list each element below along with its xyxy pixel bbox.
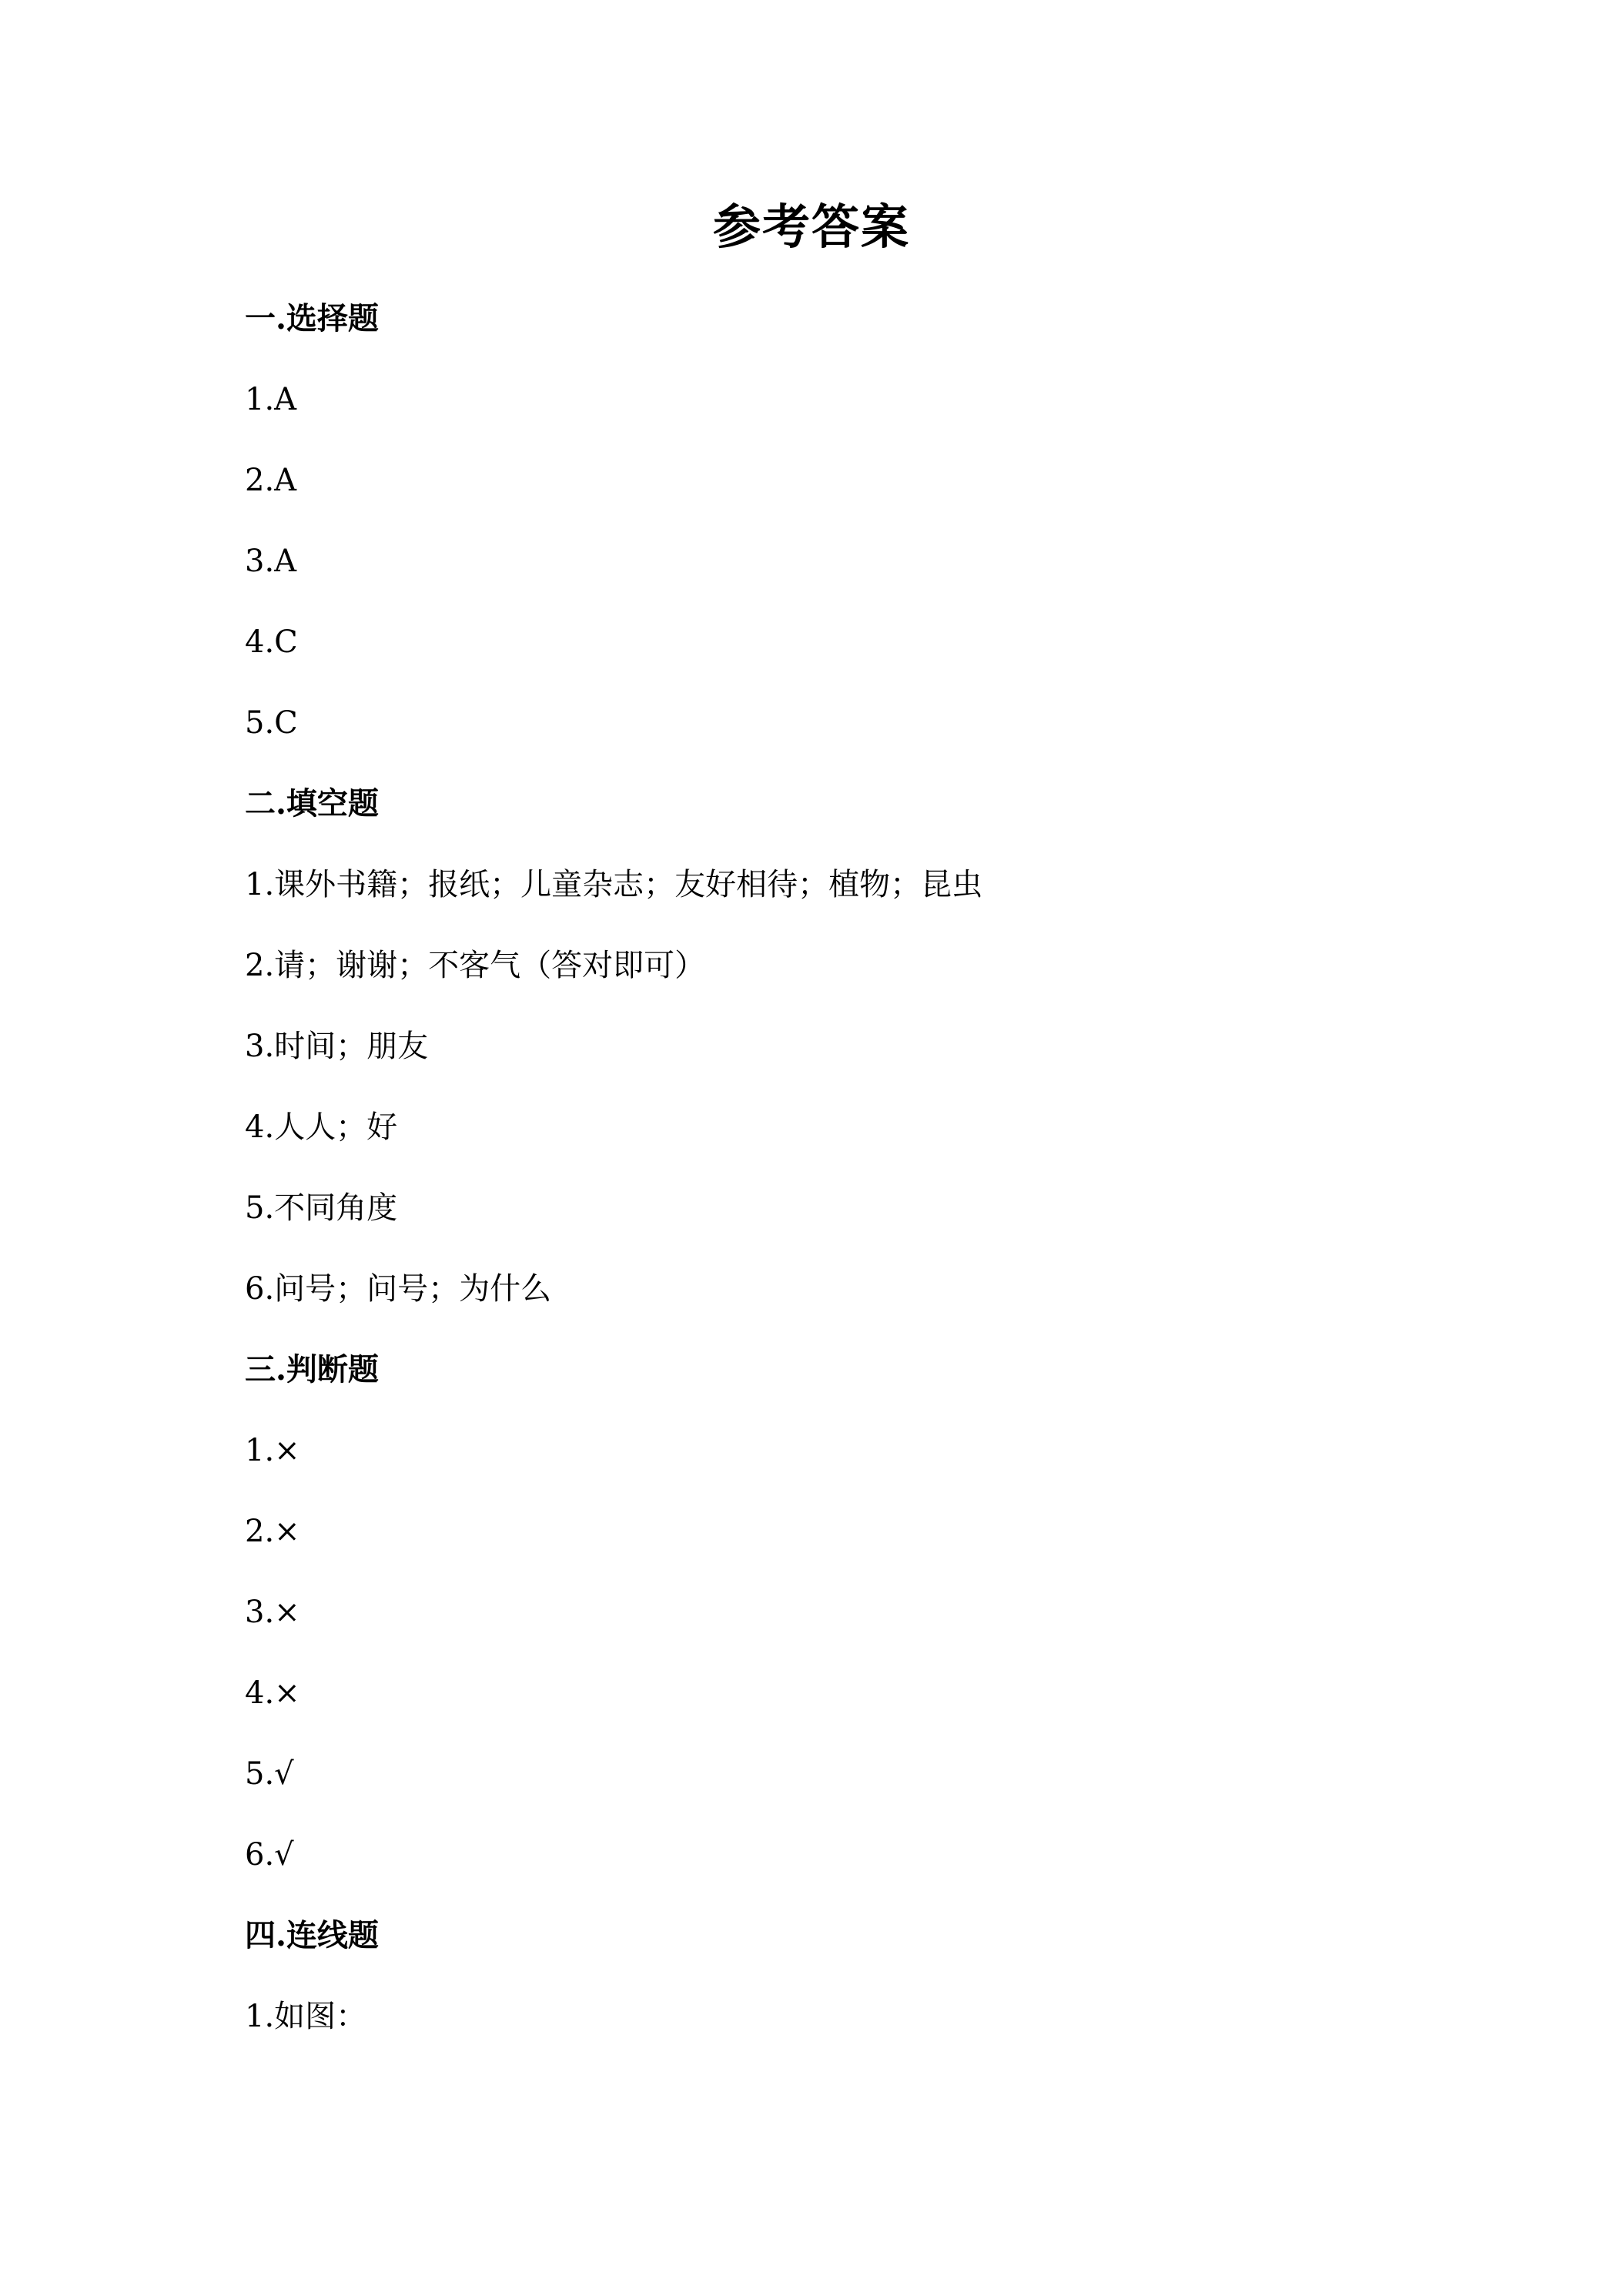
section-heading-choice: 一.选择题 bbox=[245, 300, 379, 336]
answer-item: 1.× bbox=[245, 1433, 300, 1468]
answer-item: 1.课外书籍；报纸；儿童杂志；友好相待；植物；昆虫 bbox=[245, 867, 983, 902]
answer-item: 1.A bbox=[245, 382, 297, 417]
answer-item: 1.如图： bbox=[245, 1999, 367, 2034]
answer-item: 2.× bbox=[245, 1514, 300, 1549]
answer-item: 2.A bbox=[245, 463, 297, 498]
answer-item: 6.√ bbox=[245, 1837, 294, 1873]
section-heading-matching: 四.连线题 bbox=[245, 1917, 379, 1953]
answer-item: 5.C bbox=[245, 705, 298, 741]
answer-item: 4.× bbox=[245, 1675, 300, 1711]
answer-item: 3.A bbox=[245, 544, 297, 579]
answer-item: 6.问号；问号；为什么 bbox=[245, 1271, 552, 1307]
section-heading-fill-blank: 二.填空题 bbox=[245, 785, 379, 822]
page-title: 参考答案 bbox=[712, 199, 910, 255]
answer-item: 5.不同角度 bbox=[245, 1190, 398, 1226]
section-heading-true-false: 三.判断题 bbox=[245, 1351, 379, 1387]
answer-item: 2.请；谢谢；不客气（答对即可） bbox=[245, 948, 706, 983]
answer-item: 4.C bbox=[245, 624, 298, 660]
answer-item: 4.人人；好 bbox=[245, 1110, 398, 1145]
answer-item: 5.√ bbox=[245, 1756, 294, 1792]
answer-item: 3.时间；朋友 bbox=[245, 1029, 429, 1064]
answer-item: 3.× bbox=[245, 1595, 300, 1630]
